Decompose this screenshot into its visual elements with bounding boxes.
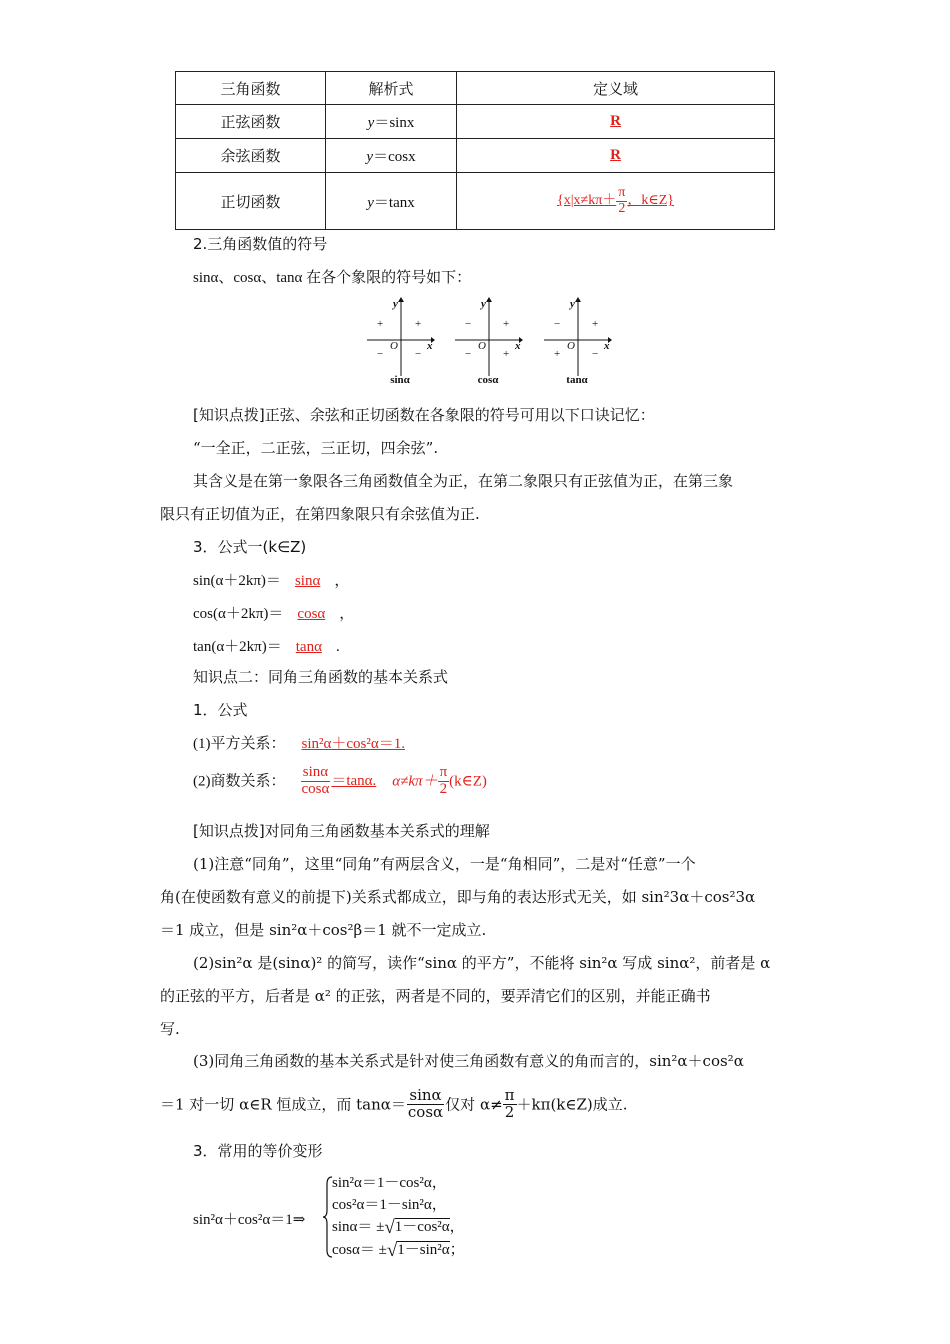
frac-num: π	[439, 764, 448, 780]
p3-line-b	[160, 1088, 628, 1121]
expr-var: y	[367, 115, 375, 131]
square-relation	[193, 732, 421, 753]
table-row	[176, 105, 775, 139]
formula-lhs: tan(α＋2kπ)＝	[193, 639, 282, 655]
p2-line-c: 写.	[160, 1020, 180, 1038]
axis-y-label: y	[481, 298, 486, 310]
p1-line-a: (1)注意“同角”，这里“同角”有两层含义，一是“角相同”，二是对“任意”一个	[193, 855, 696, 873]
quot-cond: α≠kπ＋	[392, 773, 438, 790]
sign-q3: −	[377, 348, 384, 360]
sqrt-icon: √	[384, 1217, 395, 1238]
table-cell-expr	[326, 139, 457, 173]
transform-line-root	[332, 1216, 465, 1239]
meaning-line-1: 其含义是在第一象限各三角函数值全为正，在第二象限只有正弦值为正，在第三象	[193, 472, 734, 490]
graph-caption: sinα	[390, 374, 410, 386]
expr-var: y	[367, 194, 374, 211]
sign-q3: +	[554, 348, 561, 360]
quadrant-graph-tan	[542, 296, 612, 392]
table-header-cell: 定义域	[457, 72, 775, 105]
square-answer: sin²α＋cos²α＝1.	[301, 736, 405, 752]
transform-line-root	[332, 1239, 465, 1262]
table-header-cell: 解析式	[326, 72, 457, 105]
tip-text: 对同角三角函数基本关系式的理解	[264, 822, 490, 840]
table-header-cell: 三角函数	[176, 72, 326, 105]
meaning-line-2: 限只有正切值为正，在第四象限只有余弦值为正.	[160, 505, 480, 523]
formula-end: ，	[339, 606, 355, 622]
table-cell-expr	[326, 105, 457, 139]
formula-answer: sinα	[294, 573, 321, 589]
formula-lhs: sin(α＋2kπ)＝	[193, 573, 281, 589]
expr-var: y	[366, 149, 374, 165]
table-row	[176, 139, 775, 173]
square-label: (1)平方关系：	[193, 736, 286, 752]
p3-line-a: (3)同角三角函数的基本关系式是针对使三角函数有意义的角而言的，sin²α＋cos²α	[193, 1052, 744, 1070]
sign-q4: +	[503, 348, 510, 360]
quot-label: (2)商数关系：	[193, 773, 286, 790]
sin-over-cos	[406, 1088, 445, 1121]
sign-q1: +	[415, 318, 422, 330]
quadrant-graph-cos	[453, 296, 523, 392]
pi-over-2	[503, 1088, 517, 1121]
domain-close: ，k∈Z}	[627, 193, 674, 209]
frac-num: π	[504, 1086, 515, 1104]
root-prefix: sinα＝ ±	[332, 1219, 385, 1235]
frac-den: 2	[439, 780, 448, 797]
frac-den: 2	[618, 200, 626, 216]
formula-sin	[193, 569, 349, 590]
formula-tan	[193, 635, 340, 656]
axis-x-label: x	[427, 340, 433, 352]
table-row	[176, 173, 775, 230]
kp2-sub1: 1．公式	[193, 701, 248, 719]
sin-over-cos	[300, 765, 332, 798]
radicand: 1－sin²α	[397, 1242, 450, 1258]
expr-rest: ＝tanx	[373, 194, 415, 211]
formula-answer: cosα	[297, 606, 326, 622]
table-cell-name: 正切函数	[176, 173, 326, 230]
pi-over-2	[438, 765, 450, 798]
graph-caption: tanα	[566, 374, 588, 386]
formula-answer: tanα	[295, 639, 322, 655]
pi-over-2	[616, 186, 627, 216]
formula-lhs: cos(α＋2kπ)＝	[193, 606, 284, 622]
domain-open: {x|x≠kπ＋	[557, 193, 617, 209]
sign-q4: −	[592, 348, 599, 360]
p1-line-c: ＝1 成立，但是 sin²α＋cos²β＝1 就不一定成立.	[160, 921, 487, 939]
frac-den: cosα	[301, 780, 330, 797]
tip-text: 正弦、余弦和正切函数在各象限的符号可用以下口诀记忆：	[264, 406, 655, 424]
frac-num: sinα	[409, 1086, 442, 1104]
origin-label: O	[567, 340, 575, 352]
quadrant-graph-sin	[365, 296, 435, 392]
axis-x-label: x	[604, 340, 610, 352]
formula-end: ，	[334, 573, 350, 589]
table-cell-expr	[326, 173, 457, 230]
table-header-row	[176, 72, 775, 105]
axes-icon	[542, 296, 612, 376]
p2-line-b: 的正弦的平方，后者是 α² 的正弦，两者是不同的，要弄清它们的区别，并能正确书	[160, 987, 711, 1005]
root-end: ；	[449, 1242, 465, 1258]
transform-lhs: sin²α＋cos²α＝1⇒	[193, 1212, 306, 1228]
transform-list	[332, 1172, 465, 1262]
p3-end: ＋kπ(k∈Z)成立.	[516, 1095, 628, 1114]
origin-label: O	[478, 340, 486, 352]
quot-rest: ＝tanα.	[331, 773, 377, 790]
transform-line: cos²α＝1－sin²α，	[332, 1197, 447, 1213]
domain-answer	[543, 184, 688, 216]
axis-x-label: x	[515, 340, 521, 352]
domain-table	[175, 71, 775, 230]
table-cell-name: 正弦函数	[176, 105, 326, 139]
frac-den: 2	[504, 1102, 515, 1121]
table-cell-domain	[457, 105, 775, 139]
axis-y-label: y	[393, 298, 398, 310]
axes-icon	[365, 296, 435, 376]
p3-pre: ＝1 对一切 α∈R 恒成立，而 tanα＝	[160, 1095, 406, 1114]
kp2-tip	[193, 820, 490, 841]
sign-q2: −	[465, 318, 472, 330]
frac-num: π	[618, 184, 626, 200]
sec3b-title: 3．常用的等价变形	[193, 1142, 323, 1160]
formula-end: .	[335, 639, 340, 655]
expr-rest: ＝cosx	[373, 149, 416, 165]
tip-line	[193, 404, 655, 425]
quot-cond-end: (k∈Z)	[449, 773, 487, 790]
mnemonic: “一全正，二正弦，三正切，四余弦”.	[193, 439, 439, 457]
root-prefix: cosα＝ ±	[332, 1242, 387, 1258]
domain-answer: R	[610, 113, 621, 129]
section-3-title: 3．公式一(k∈Z)	[193, 538, 307, 556]
tip-label: [知识点拨]	[193, 406, 265, 424]
origin-label: O	[390, 340, 398, 352]
p3-mid: 仅对 α≠	[445, 1095, 503, 1114]
sign-q1: +	[592, 318, 599, 330]
sqrt-icon: √	[386, 1240, 398, 1261]
axes-icon	[453, 296, 523, 376]
section-2-title: 2.三角函数值的符号	[193, 235, 328, 253]
root-end: ，	[449, 1219, 465, 1235]
frac-den: cosα	[407, 1102, 444, 1121]
axis-y-label: y	[570, 298, 575, 310]
table-cell-name: 余弦函数	[176, 139, 326, 173]
sign-q3: −	[465, 348, 472, 360]
table-cell-domain	[457, 173, 775, 230]
sign-q2: +	[377, 318, 384, 330]
expr-rest: ＝sinx	[374, 115, 415, 131]
table-cell-domain	[457, 139, 775, 173]
transform-line: sin²α＝1－cos²α，	[332, 1175, 447, 1191]
sign-q2: −	[554, 318, 561, 330]
quotient-relation	[193, 765, 487, 798]
sign-q1: +	[503, 318, 510, 330]
p1-line-b: 角(在使函数有意义的前提下)关系式都成立，即与角的表达形式无关，如 sin²3α＋cos²3α	[160, 888, 756, 906]
tip-label: [知识点拨]	[193, 822, 265, 840]
graph-caption: cosα	[477, 374, 499, 386]
kp2-title: 知识点二：同角三角函数的基本关系式	[193, 668, 449, 686]
sign-q4: −	[415, 348, 422, 360]
radicand: 1－cos²α	[394, 1219, 450, 1235]
frac-num: sinα	[302, 764, 329, 780]
p2-line-a: (2)sin²α 是(sinα)² 的简写，读作“sinα 的平方”，不能将 sin²α 写成 sinα²，前者是 α	[193, 954, 771, 972]
domain-answer: R	[610, 147, 621, 163]
formula-cos	[193, 602, 354, 623]
section-2-intro: sinα、cosα、tanα 在各个象限的符号如下：	[193, 270, 472, 286]
